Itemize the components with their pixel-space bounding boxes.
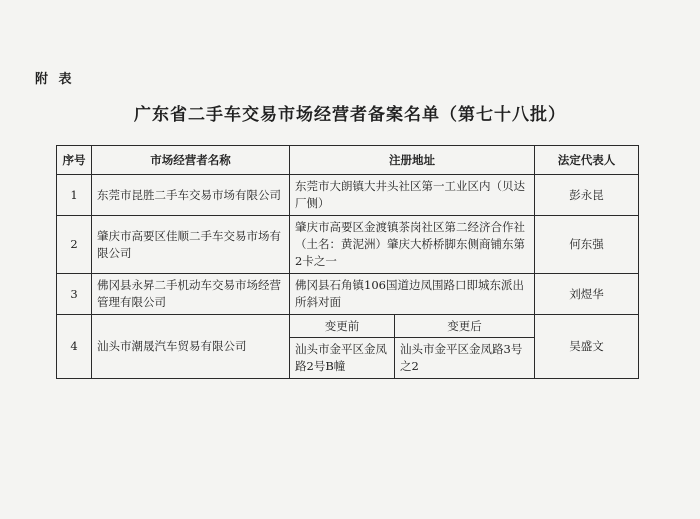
address-before-label: 变更前 [290, 315, 395, 338]
address-after-label: 变更后 [395, 315, 535, 338]
row-serial: 3 [57, 274, 92, 315]
row-address: 东莞市大朗镇大井头社区第一工业区内（贝达厂侧） [290, 175, 535, 216]
row-company-name: 肇庆市高要区佳顺二手车交易市场有限公司 [92, 216, 290, 274]
table-header-row [57, 146, 639, 175]
document-title: 广东省二手车交易市场经营者备案名单（第七十八批） [134, 105, 566, 125]
row-company-name: 佛冈县永昇二手机动车交易市场经营管理有限公司 [92, 274, 290, 315]
table-row [57, 216, 639, 274]
row-legal-rep: 吴盛文 [535, 315, 639, 379]
row-legal-rep: 刘煜华 [535, 274, 639, 315]
header-serial: 序号 [57, 146, 92, 175]
table-row [57, 175, 639, 216]
registry-table [56, 145, 639, 379]
row-company-name: 东莞市昆胜二手车交易市场有限公司 [92, 175, 290, 216]
address-before: 汕头市金平区金凤路2号B幢 [290, 338, 395, 379]
row-company-name: 汕头市潮晟汽车贸易有限公司 [92, 315, 290, 379]
row-legal-rep: 何东强 [535, 216, 639, 274]
row-serial: 1 [57, 175, 92, 216]
header-name: 市场经营者名称 [92, 146, 290, 175]
row-address: 佛冈县石角镇106国道边凤围路口即城东派出所斜对面 [290, 274, 535, 315]
row-serial: 2 [57, 216, 92, 274]
table-row [57, 274, 639, 315]
address-after: 汕头市金平区金凤路3号之2 [395, 338, 535, 379]
header-address: 注册地址 [290, 146, 535, 175]
row-address: 肇庆市高要区金渡镇茶岗社区第二经济合作社（土名：黄泥洲）肇庆大桥桥脚东侧商铺东第2卡之一 [290, 216, 535, 274]
header-rep: 法定代表人 [535, 146, 639, 175]
table-row [57, 315, 639, 338]
appendix-label: 附 表 [35, 72, 75, 87]
row-serial: 4 [57, 315, 92, 379]
row-legal-rep: 彭永昆 [535, 175, 639, 216]
